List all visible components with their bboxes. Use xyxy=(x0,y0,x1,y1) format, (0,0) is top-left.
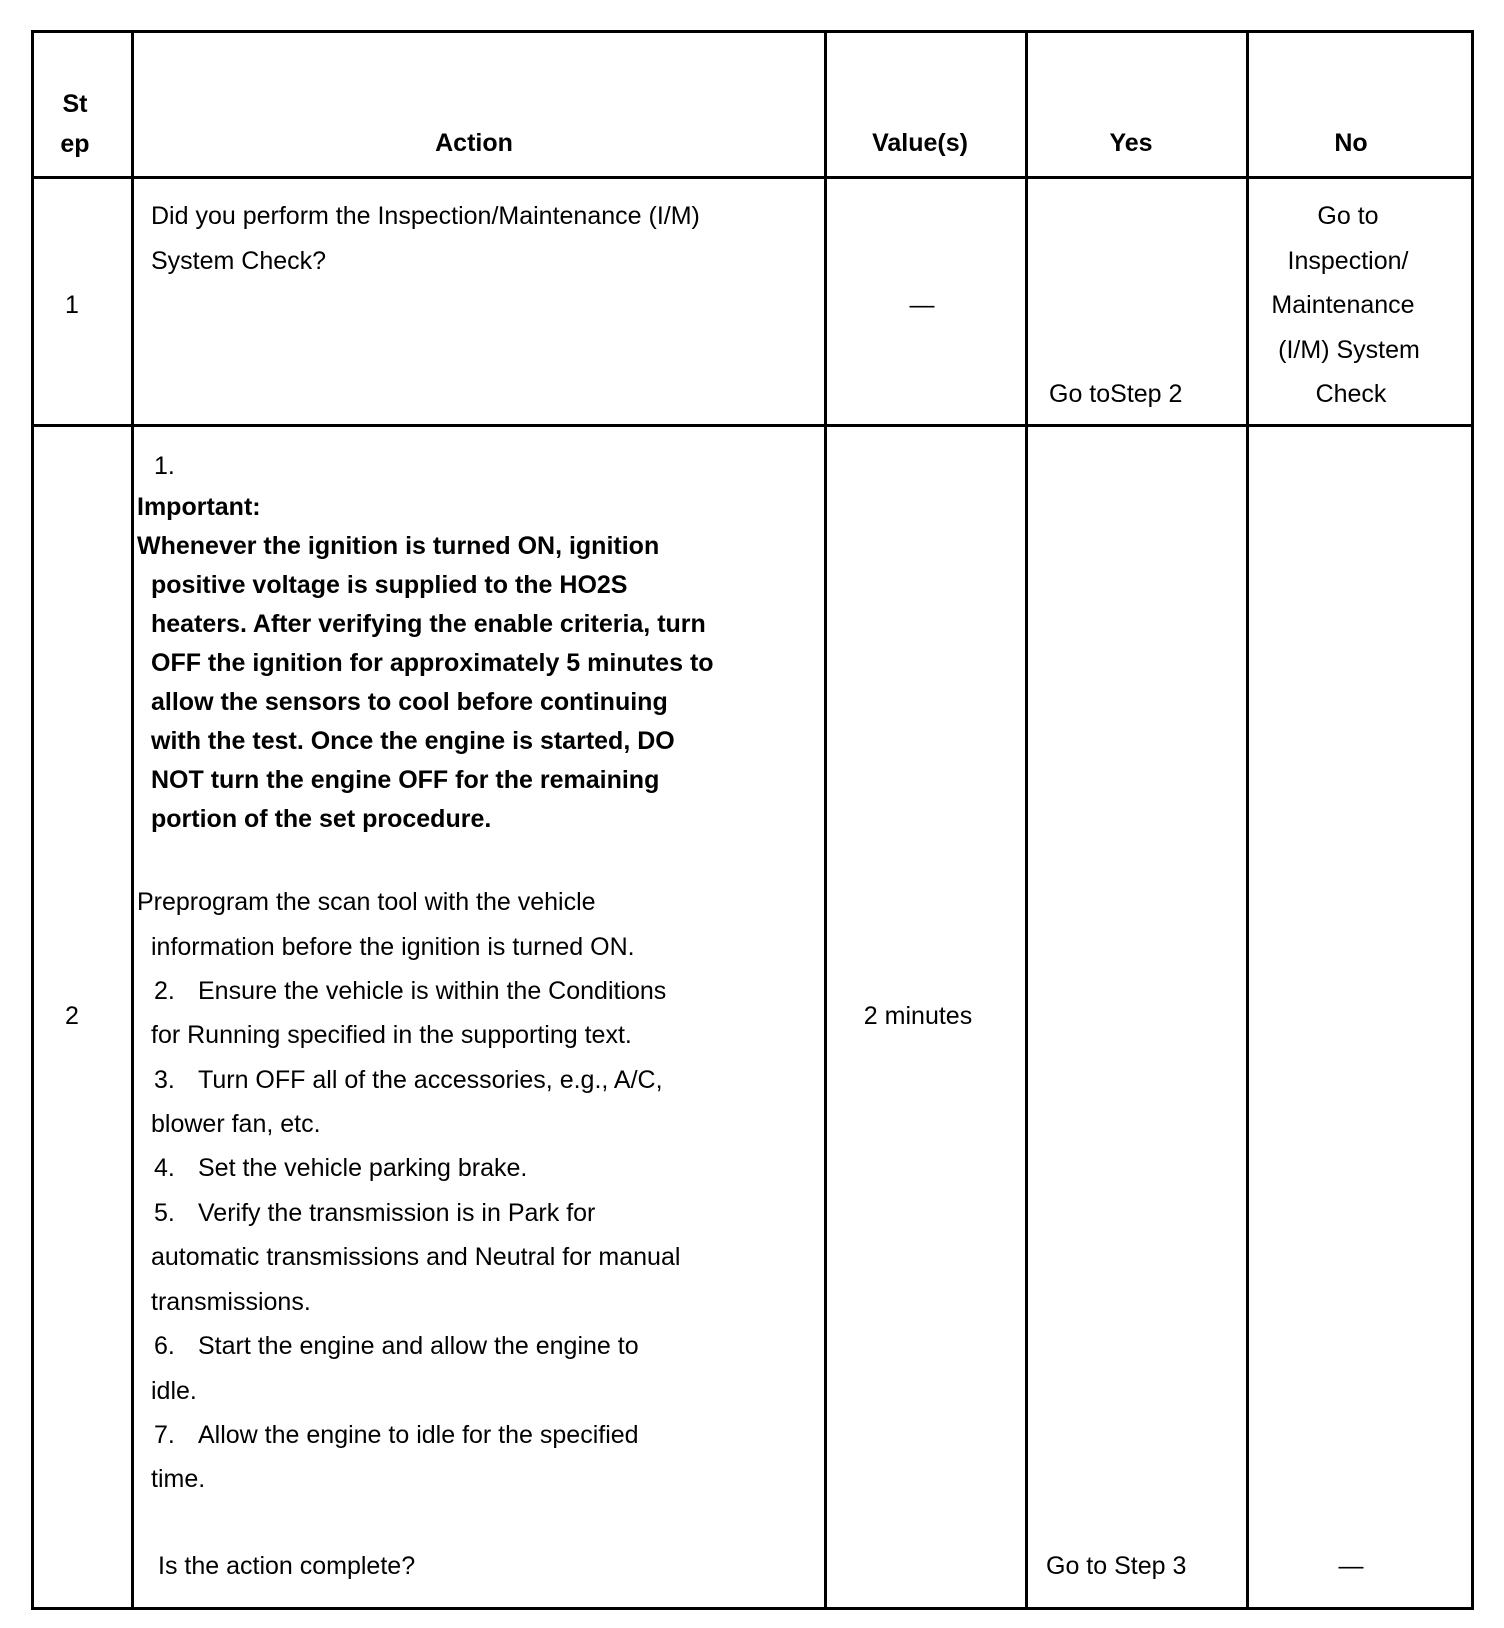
header-action: Action xyxy=(435,129,513,157)
row1-step: 1 xyxy=(65,291,79,319)
row1-no-line[interactable]: Go to xyxy=(1317,202,1379,230)
row2-value: 2 minutes xyxy=(863,1002,973,1030)
step-number: 4. xyxy=(154,1154,175,1182)
row1-action-line: System Check? xyxy=(151,247,327,275)
row1-value: — xyxy=(909,291,935,319)
item-number: 1. xyxy=(154,452,175,480)
row1-yes-link[interactable]: Go toStep 2 xyxy=(1049,380,1183,408)
row1-no-line[interactable]: (I/M) System xyxy=(1278,336,1420,364)
step-text: Ensure the vehicle is within the Conditions xyxy=(198,977,667,1005)
step-text: Start the engine and allow the engine to xyxy=(198,1332,639,1360)
header-values: Value(s) xyxy=(872,129,968,157)
step-text: automatic transmissions and Neutral for manual xyxy=(151,1243,681,1271)
preprogram-line: Preprogram the scan tool with the vehicle xyxy=(137,888,596,916)
row-divider xyxy=(31,424,1474,427)
step-number: 2. xyxy=(154,977,175,1005)
step-text: time. xyxy=(151,1465,206,1493)
step-text: transmissions. xyxy=(151,1288,311,1316)
row1-no-line[interactable]: Maintenance xyxy=(1271,291,1415,319)
column-divider xyxy=(1025,30,1028,1610)
step-number: 5. xyxy=(154,1199,175,1227)
column-divider xyxy=(131,30,134,1610)
header-yes: Yes xyxy=(1109,129,1153,157)
important-line: allow the sensors to cool before continuing xyxy=(151,688,668,716)
row-divider xyxy=(31,176,1474,179)
header-step-line1: St xyxy=(62,90,88,118)
important-line: with the test. Once the engine is started, DO xyxy=(151,727,675,755)
header-no: No xyxy=(1334,129,1368,157)
step-text: Turn OFF all of the accessories, e.g., A/C, xyxy=(198,1066,663,1094)
row2-step: 2 xyxy=(65,1002,79,1030)
column-divider xyxy=(824,30,827,1610)
step-number: 6. xyxy=(154,1332,175,1360)
important-line: OFF the ignition for approximately 5 minutes to xyxy=(151,649,714,677)
important-line: positive voltage is supplied to the HO2S xyxy=(151,571,628,599)
row2-yes-link[interactable]: Go to Step 3 xyxy=(1046,1552,1187,1580)
row1-no-line[interactable]: Inspection/ xyxy=(1287,247,1409,275)
step-number: 3. xyxy=(154,1066,175,1094)
step-text: Verify the transmission is in Park for xyxy=(198,1199,596,1227)
question-text: Is the action complete? xyxy=(158,1552,416,1580)
step-text: Set the vehicle parking brake. xyxy=(198,1154,528,1182)
row1-action-line: Did you perform the Inspection/Maintenance (I/M) xyxy=(151,202,700,230)
important-line: Whenever the ignition is turned ON, ignition xyxy=(137,532,660,560)
row1-no-line[interactable]: Check xyxy=(1315,380,1387,408)
important-line: NOT turn the engine OFF for the remaining xyxy=(151,766,660,794)
row2-no: — xyxy=(1338,1552,1364,1580)
step-text: for Running specified in the supporting text. xyxy=(151,1021,632,1049)
column-divider xyxy=(1246,30,1249,1610)
important-line: heaters. After verifying the enable criteria, turn xyxy=(151,610,706,638)
step-text: Allow the engine to idle for the specified xyxy=(198,1421,639,1449)
header-step-line2: ep xyxy=(60,130,90,158)
important-line: portion of the set procedure. xyxy=(151,805,492,833)
important-label: Important: xyxy=(137,493,261,521)
step-text: blower fan, etc. xyxy=(151,1110,321,1138)
step-number: 7. xyxy=(154,1421,175,1449)
preprogram-line: information before the ignition is turned ON. xyxy=(151,933,635,961)
step-text: idle. xyxy=(151,1377,197,1405)
